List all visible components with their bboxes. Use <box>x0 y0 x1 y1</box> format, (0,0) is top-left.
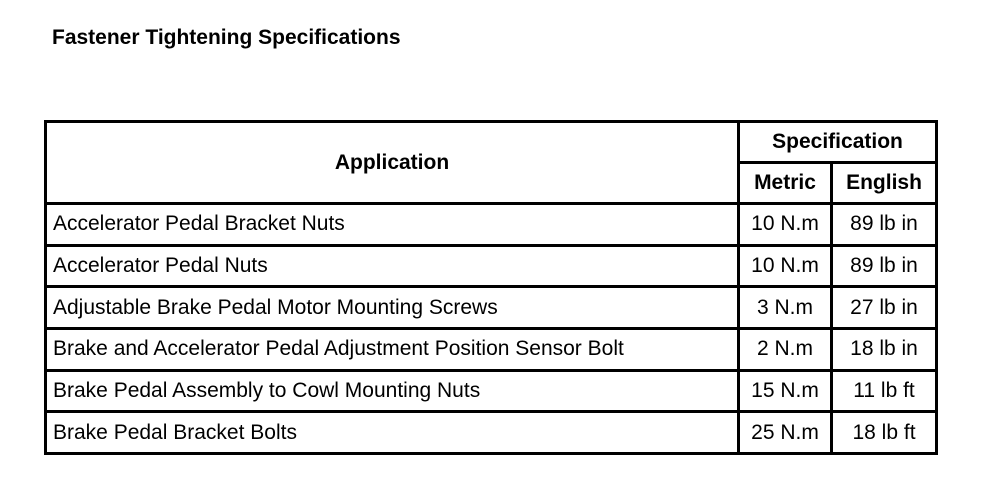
metric-cell: 15 N.m <box>739 370 832 412</box>
table-row <box>46 204 937 246</box>
metric-cell: 3 N.m <box>739 287 832 329</box>
application-cell: Adjustable Brake Pedal Motor Mounting Screws <box>46 287 739 329</box>
english-column-header: English <box>832 163 937 204</box>
application-cell: Accelerator Pedal Nuts <box>46 245 739 287</box>
metric-cell: 10 N.m <box>739 204 832 246</box>
table-row <box>46 328 937 370</box>
fastener-spec-table <box>44 120 938 455</box>
application-cell: Brake Pedal Bracket Bolts <box>46 412 739 454</box>
english-cell: 11 lb ft <box>832 370 937 412</box>
table-row <box>46 245 937 287</box>
english-cell: 18 lb ft <box>832 412 937 454</box>
table-row <box>46 370 937 412</box>
table-row <box>46 412 937 454</box>
metric-cell: 2 N.m <box>739 328 832 370</box>
application-cell: Accelerator Pedal Bracket Nuts <box>46 204 739 246</box>
table-row <box>46 287 937 329</box>
metric-column-header: Metric <box>739 163 832 204</box>
english-cell: 27 lb in <box>832 287 937 329</box>
application-column-header: Application <box>46 122 739 204</box>
application-cell: Brake Pedal Assembly to Cowl Mounting Nuts <box>46 370 739 412</box>
metric-cell: 10 N.m <box>739 245 832 287</box>
specification-column-header: Specification <box>739 122 937 163</box>
english-cell: 89 lb in <box>832 204 937 246</box>
english-cell: 18 lb in <box>832 328 937 370</box>
application-cell: Brake and Accelerator Pedal Adjustment Position Sensor Bolt <box>46 328 739 370</box>
metric-cell: 25 N.m <box>739 412 832 454</box>
page-title: Fastener Tightening Specifications <box>52 26 401 49</box>
english-cell: 89 lb in <box>832 245 937 287</box>
